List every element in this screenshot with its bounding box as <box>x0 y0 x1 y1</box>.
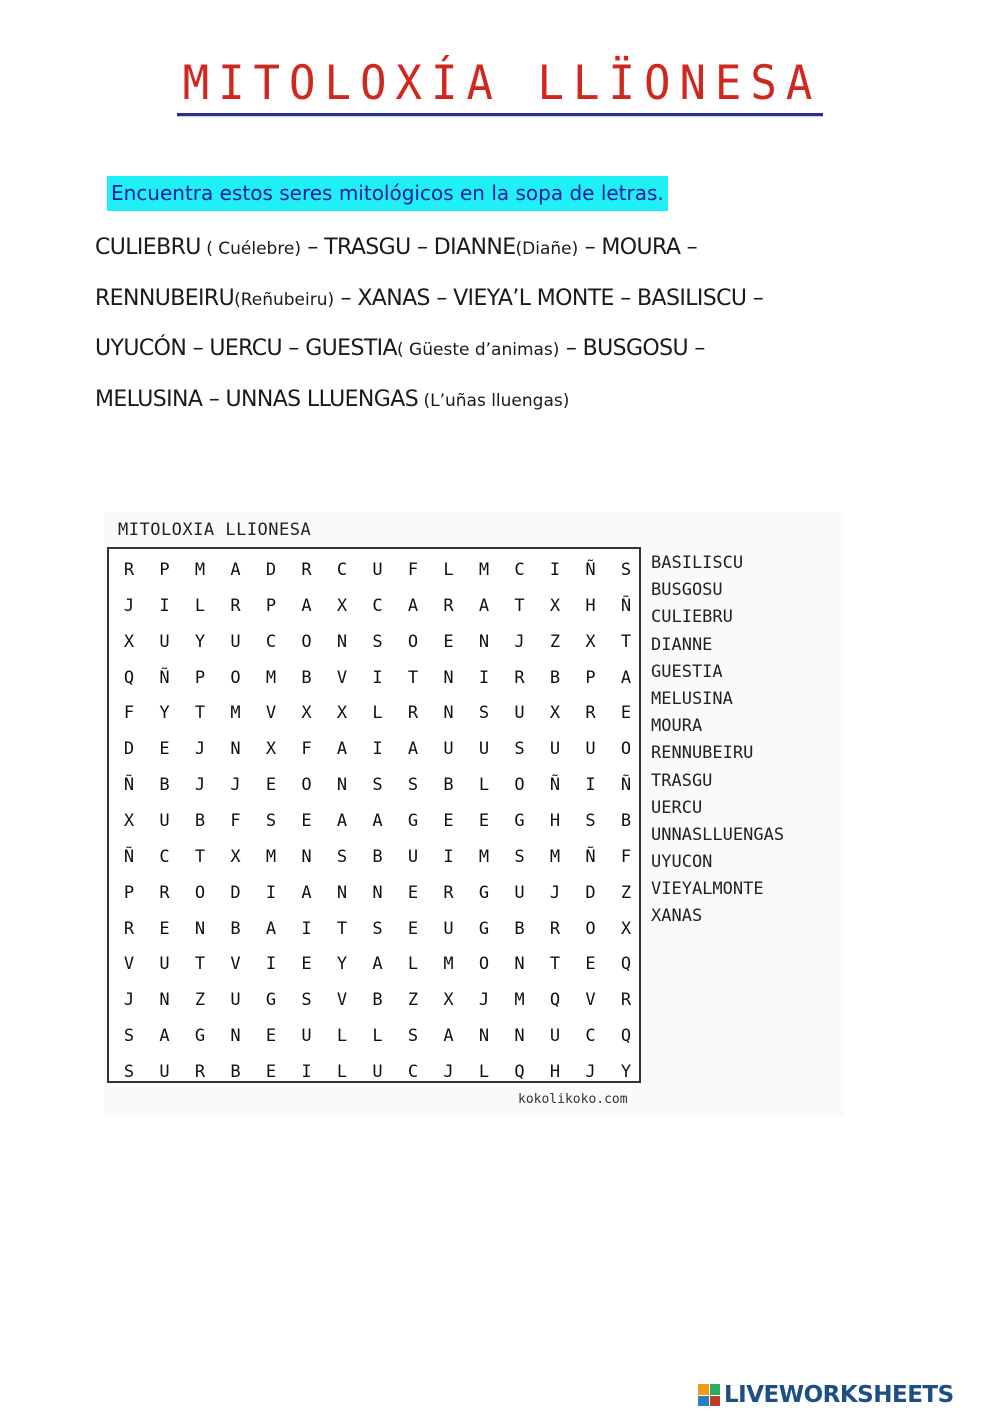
grid-cell[interactable]: Z <box>549 631 561 652</box>
grid-cell[interactable]: U <box>443 918 454 939</box>
grid-cell[interactable]: S <box>123 1026 135 1047</box>
grid-cell[interactable]: X <box>549 703 561 724</box>
puzzle-word: GUESTIA <box>651 661 723 682</box>
grid-cell[interactable]: L <box>336 1061 348 1082</box>
grid-cell[interactable]: A <box>443 1026 454 1047</box>
grid-cell[interactable]: V <box>585 990 596 1011</box>
grid-cell[interactable]: S <box>407 775 419 796</box>
grid-cell[interactable]: S <box>372 775 383 796</box>
grid-cell[interactable]: U <box>230 631 241 652</box>
grid-cell[interactable]: N <box>478 1026 490 1047</box>
grid-cell[interactable]: R <box>443 595 454 616</box>
grid-cell[interactable]: I <box>265 882 277 903</box>
grid-cell[interactable]: U <box>372 1061 383 1082</box>
word-list-line <box>95 329 965 380</box>
grid-cell[interactable]: U <box>230 990 241 1011</box>
grid-cell[interactable]: Ñ <box>585 560 596 580</box>
grid-cell[interactable]: C <box>585 1026 596 1047</box>
grid-cell[interactable]: E <box>407 882 419 903</box>
grid-cell[interactable]: B <box>443 775 454 796</box>
grid-cell[interactable]: B <box>620 810 632 831</box>
grid-cell[interactable]: S <box>372 918 383 939</box>
grid-cell[interactable]: C <box>372 595 383 616</box>
grid-cell[interactable]: M <box>443 954 454 975</box>
grid-cell[interactable]: I <box>301 918 312 939</box>
grid-cell[interactable]: A <box>336 810 348 831</box>
grid-cell[interactable]: N <box>159 990 170 1011</box>
grid-cell[interactable]: A <box>372 810 383 831</box>
grid-cell[interactable]: F <box>620 846 632 867</box>
grid-cell[interactable]: L <box>194 595 206 616</box>
word-list-segment: – BUSGOSU – <box>559 336 705 361</box>
grid-cell[interactable]: I <box>478 667 490 688</box>
grid-cell[interactable]: E <box>265 1026 277 1047</box>
grid-cell[interactable]: C <box>407 1061 419 1082</box>
word-list-paragraph <box>95 228 965 430</box>
grid-cell[interactable]: B <box>230 918 241 939</box>
grid-cell[interactable]: E <box>478 810 490 831</box>
grid-cell[interactable]: U <box>478 739 490 760</box>
grid-cell[interactable]: F <box>301 739 312 760</box>
grid-cell[interactable]: N <box>336 631 348 652</box>
grid-cell[interactable]: B <box>230 1061 241 1082</box>
grid-cell[interactable]: U <box>549 1026 561 1047</box>
grid-cell[interactable]: X <box>620 918 632 939</box>
grid-cell[interactable]: C <box>514 560 525 580</box>
grid-cell[interactable]: J <box>478 990 490 1011</box>
grid-cell[interactable]: E <box>301 954 312 975</box>
grid-cell[interactable]: G <box>407 810 419 831</box>
grid-cell[interactable]: G <box>265 990 277 1011</box>
word-list-segment: CULIEBRU <box>95 235 201 260</box>
grid-cell[interactable]: U <box>159 954 170 975</box>
word-list-segment: RENNUBEIRU <box>95 285 235 311</box>
word-list-segment: (L’uñas lluengas) <box>418 390 570 411</box>
puzzle-word: MELUSINA <box>651 688 733 709</box>
grid-cell[interactable]: U <box>407 846 419 867</box>
grid-cell[interactable]: N <box>230 1026 241 1047</box>
grid-cell[interactable]: G <box>478 918 490 939</box>
puzzle-word: VIEYALMONTE <box>651 879 764 900</box>
grid-cell[interactable]: J <box>194 739 206 760</box>
grid-cell[interactable]: A <box>336 739 348 760</box>
grid-cell[interactable]: T <box>514 595 525 616</box>
grid-cell[interactable]: S <box>514 739 525 760</box>
grid-cell[interactable]: S <box>336 846 348 867</box>
grid-cell[interactable]: M <box>194 560 206 580</box>
grid-cell[interactable]: S <box>301 990 312 1011</box>
grid-cell[interactable]: C <box>159 846 170 867</box>
grid-cell[interactable]: U <box>159 810 170 831</box>
grid-cell[interactable]: P <box>159 560 170 580</box>
puzzle-word: CULIEBRU <box>651 607 733 628</box>
grid-cell[interactable]: A <box>159 1026 170 1047</box>
grid-cell[interactable]: J <box>230 775 241 796</box>
grid-cell[interactable]: Ñ <box>159 667 170 688</box>
grid-cell[interactable]: A <box>265 918 277 939</box>
liveworksheets-logo <box>698 1380 954 1410</box>
grid-cell[interactable]: V <box>265 703 277 724</box>
grid-cell[interactable]: S <box>372 631 383 652</box>
puzzle-title: MITOLOXIA LLIONESA <box>118 520 312 540</box>
grid-cell[interactable]: V <box>336 990 348 1011</box>
grid-cell[interactable]: D <box>123 739 135 760</box>
grid-cell[interactable]: N <box>230 739 241 760</box>
grid-cell[interactable]: T <box>549 954 561 975</box>
grid-cell[interactable]: S <box>265 810 277 831</box>
grid-cell[interactable]: B <box>372 846 383 867</box>
grid-cell[interactable]: O <box>478 954 490 975</box>
puzzle-word-list <box>651 550 784 931</box>
grid-cell[interactable]: R <box>585 703 596 724</box>
grid-cell[interactable]: L <box>372 1026 383 1047</box>
grid-cell[interactable]: T <box>620 631 632 652</box>
grid-cell[interactable]: D <box>265 560 277 580</box>
grid-cell[interactable]: N <box>478 631 490 652</box>
puzzle-word: UERCU <box>651 797 703 818</box>
grid-cell[interactable]: L <box>336 1026 348 1047</box>
grid-cell[interactable]: O <box>301 631 312 652</box>
grid-cell[interactable]: E <box>407 918 419 939</box>
grid-cell[interactable]: O <box>514 775 525 796</box>
grid-cell[interactable]: U <box>301 1026 312 1047</box>
grid-cell[interactable]: M <box>265 846 277 867</box>
word-list-segment: ( Güeste d’animas) <box>397 340 560 360</box>
grid-cell[interactable]: U <box>443 739 454 760</box>
word-list-segment: – TRASGU – DIANNE <box>301 235 516 260</box>
grid-cell[interactable]: A <box>407 595 419 616</box>
word-list-segment: ( Cuélebre) <box>200 239 302 259</box>
grid-cell[interactable]: O <box>407 631 419 652</box>
grid-cell[interactable]: S <box>514 846 525 867</box>
grid-cell[interactable]: O <box>301 775 312 796</box>
grid-cell[interactable]: B <box>194 810 206 831</box>
puzzle-word: DIANNE <box>651 634 713 655</box>
grid-cell[interactable]: R <box>123 560 135 580</box>
grid-cell[interactable]: R <box>443 882 454 903</box>
letter-grid <box>107 547 641 1083</box>
worksheet-title-block <box>0 55 1000 114</box>
grid-cell[interactable]: J <box>194 775 206 796</box>
grid-cell[interactable]: D <box>585 882 596 903</box>
grid-cell[interactable]: N <box>336 775 348 796</box>
grid-cell[interactable]: X <box>336 703 348 724</box>
grid-cell[interactable]: E <box>265 775 277 796</box>
grid-cell[interactable]: Z <box>620 882 632 903</box>
grid-cell[interactable]: L <box>372 703 383 724</box>
grid-cell[interactable]: E <box>585 954 596 975</box>
grid-cell[interactable]: B <box>372 990 383 1011</box>
grid-cell[interactable]: E <box>159 918 170 939</box>
grid-cell[interactable]: X <box>265 739 277 760</box>
grid-cell[interactable]: I <box>372 739 383 760</box>
credit-text: kokolikoko.com <box>518 1092 628 1107</box>
grid-cell[interactable]: S <box>620 560 632 580</box>
grid-cell[interactable]: H <box>585 595 596 616</box>
grid-cell[interactable]: U <box>372 560 383 580</box>
instruction-text: Encuentra estos seres mitológicos en la sopa de letras. <box>107 176 668 211</box>
liveworksheets-logo-icon <box>698 1384 720 1406</box>
grid-cell[interactable]: R <box>123 918 135 939</box>
grid-cell[interactable]: A <box>620 667 632 688</box>
grid-cell[interactable]: Ñ <box>585 846 596 867</box>
grid-cell[interactable]: U <box>159 631 170 652</box>
grid-cell[interactable]: N <box>336 882 348 903</box>
grid-cell[interactable]: I <box>159 595 170 616</box>
grid-cell[interactable]: X <box>301 703 312 724</box>
grid-cell[interactable]: L <box>443 560 454 580</box>
grid-cell[interactable]: I <box>301 1061 312 1082</box>
grid-cell[interactable]: V <box>230 954 241 975</box>
grid-cell[interactable]: F <box>123 703 135 724</box>
grid-cell[interactable]: C <box>336 560 348 580</box>
grid-cell[interactable]: B <box>159 775 170 796</box>
grid-cell[interactable]: A <box>478 595 490 616</box>
grid-cell[interactable]: N <box>443 667 454 688</box>
liveworksheets-logo-text: LIVEWORKSHEETS <box>724 1382 954 1408</box>
grid-cell[interactable]: O <box>230 667 241 688</box>
grid-cell[interactable]: X <box>123 631 135 652</box>
grid-cell[interactable]: E <box>301 810 312 831</box>
puzzle-word: XANAS <box>651 906 703 927</box>
grid-cell[interactable]: Y <box>194 631 206 652</box>
grid-cell[interactable]: C <box>265 631 277 652</box>
grid-cell[interactable]: Y <box>336 954 348 975</box>
grid-cell[interactable]: J <box>549 882 561 903</box>
grid-cell[interactable]: Q <box>620 954 632 975</box>
grid-cell[interactable]: E <box>443 631 454 652</box>
grid-cell[interactable]: B <box>549 667 561 688</box>
puzzle-word: BUSGOSU <box>651 580 723 601</box>
grid-cell[interactable]: X <box>336 595 348 616</box>
grid-cell[interactable]: V <box>336 667 348 688</box>
grid-cell[interactable]: P <box>123 882 135 903</box>
word-list-line <box>95 228 965 279</box>
grid-cell[interactable]: Q <box>514 1061 525 1082</box>
puzzle-word: UYUCON <box>651 852 713 873</box>
word-search-puzzle <box>104 512 844 1116</box>
grid-cell[interactable]: M <box>265 667 277 688</box>
grid-cell[interactable]: U <box>159 1061 170 1082</box>
puzzle-word: TRASGU <box>651 770 713 791</box>
grid-cell[interactable]: Q <box>123 667 135 688</box>
grid-cell[interactable]: H <box>549 810 561 831</box>
grid-cell[interactable]: A <box>301 882 312 903</box>
grid-cell[interactable]: Ñ <box>620 775 632 796</box>
grid-cell[interactable]: U <box>514 882 525 903</box>
grid-cell[interactable]: O <box>194 882 206 903</box>
grid-cell[interactable]: Ñ <box>123 775 135 796</box>
grid-cell[interactable]: P <box>585 667 596 688</box>
grid-cell[interactable]: M <box>478 846 490 867</box>
puzzle-word: MOURA <box>651 716 703 737</box>
grid-cell[interactable]: X <box>230 846 241 867</box>
word-list-line <box>95 380 965 431</box>
grid-cell[interactable]: R <box>620 990 632 1011</box>
grid-cell[interactable]: V <box>123 954 135 975</box>
grid-cell[interactable]: Q <box>549 990 561 1011</box>
grid-cell[interactable]: U <box>514 703 525 724</box>
grid-cell[interactable]: S <box>585 810 596 831</box>
grid-cell[interactable]: L <box>478 1061 490 1082</box>
word-list-segment: (Diañe) <box>515 239 579 259</box>
grid-cell[interactable]: G <box>514 810 525 831</box>
grid-cell[interactable]: R <box>194 1061 206 1082</box>
grid-cell[interactable]: E <box>443 810 454 831</box>
worksheet-title: MITOLOXÍA LLÏONESA <box>177 56 824 116</box>
grid-cell[interactable]: X <box>123 810 135 831</box>
grid-cell[interactable]: Ñ <box>620 595 632 616</box>
grid-cell[interactable]: R <box>230 595 241 616</box>
grid-cell[interactable]: X <box>443 990 454 1011</box>
grid-cell[interactable]: N <box>514 954 525 975</box>
grid-cell[interactable]: T <box>194 954 206 975</box>
puzzle-word: BASILISCU <box>651 553 744 573</box>
grid-cell[interactable]: X <box>585 631 596 652</box>
grid-cell[interactable]: N <box>372 882 383 903</box>
grid-cell[interactable]: Z <box>407 990 419 1011</box>
grid-cell[interactable]: M <box>230 703 241 724</box>
grid-cell[interactable]: N <box>301 846 312 867</box>
grid-cell[interactable]: L <box>407 954 419 975</box>
grid-cell[interactable]: B <box>301 667 312 688</box>
grid-cell[interactable]: A <box>301 595 312 616</box>
grid-cell[interactable]: N <box>443 703 454 724</box>
grid-cell[interactable]: I <box>443 846 454 867</box>
grid-cell[interactable]: T <box>336 918 348 939</box>
grid-cell[interactable]: T <box>194 703 206 724</box>
grid-cell[interactable]: I <box>372 667 383 688</box>
grid-cell[interactable]: R <box>159 882 170 903</box>
grid-cell[interactable]: J <box>443 1061 454 1082</box>
grid-cell[interactable]: P <box>265 595 277 616</box>
grid-cell[interactable]: A <box>230 560 241 580</box>
grid-cell[interactable]: R <box>514 667 525 688</box>
grid-cell[interactable]: Y <box>620 1061 632 1082</box>
grid-cell[interactable]: Z <box>194 990 206 1011</box>
grid-cell[interactable]: I <box>585 775 596 796</box>
grid-cell[interactable]: L <box>478 775 490 796</box>
grid-cell[interactable]: S <box>407 1026 419 1047</box>
grid-cell[interactable]: Q <box>620 1026 632 1047</box>
puzzle-word: UNNASLLUENGAS <box>651 824 785 845</box>
grid-cell[interactable]: P <box>194 667 206 688</box>
grid-cell[interactable]: R <box>301 560 312 580</box>
grid-cell[interactable]: A <box>407 739 419 760</box>
grid-cell[interactable]: M <box>478 560 490 580</box>
grid-cell[interactable]: T <box>194 846 206 867</box>
grid-cell[interactable]: Ñ <box>123 846 135 867</box>
word-list-segment: MELUSINA – UNNAS LLUENGAS <box>95 386 419 412</box>
grid-cell[interactable]: A <box>372 954 383 975</box>
grid-cell[interactable]: R <box>407 703 419 724</box>
word-list-line <box>95 279 965 330</box>
grid-cell[interactable]: J <box>123 595 135 616</box>
grid-cell[interactable]: M <box>549 846 561 867</box>
word-list-segment: – XANAS – VIEYA’L MONTE – BASILISCU – <box>334 285 764 311</box>
grid-cell[interactable]: G <box>194 1026 206 1047</box>
grid-cell[interactable]: O <box>585 918 596 939</box>
grid-cell[interactable]: J <box>585 1061 596 1082</box>
grid-cell[interactable]: G <box>478 882 490 903</box>
puzzle-word: RENNUBEIRU <box>651 743 754 764</box>
grid-cell[interactable]: I <box>549 560 561 580</box>
grid-cell[interactable]: B <box>514 918 525 939</box>
grid-cell[interactable]: S <box>478 703 490 724</box>
grid-cell[interactable]: O <box>620 739 632 760</box>
grid-cell[interactable]: F <box>230 810 241 831</box>
grid-cell[interactable]: I <box>265 954 277 975</box>
grid-cell[interactable]: U <box>585 739 596 760</box>
grid-cell[interactable]: T <box>407 667 419 688</box>
grid-cell[interactable]: U <box>549 739 561 760</box>
grid-cell[interactable]: Ñ <box>549 775 561 796</box>
grid-cell[interactable]: X <box>549 595 561 616</box>
word-list-segment: (Reñubeiru) <box>234 289 335 310</box>
grid-cell[interactable]: E <box>265 1061 277 1082</box>
grid-cell[interactable]: H <box>549 1061 561 1082</box>
grid-cell[interactable]: S <box>123 1061 135 1082</box>
grid-cell[interactable]: J <box>123 990 135 1011</box>
grid-cell[interactable]: R <box>549 918 561 939</box>
grid-cell[interactable]: N <box>514 1026 525 1047</box>
word-list-segment: – MOURA – <box>578 235 698 260</box>
grid-cell[interactable]: D <box>230 882 241 903</box>
grid-cell[interactable]: N <box>194 918 206 939</box>
grid-cell[interactable]: J <box>514 631 525 652</box>
grid-cell[interactable]: E <box>620 703 632 724</box>
grid-cell[interactable]: M <box>514 990 525 1011</box>
grid-cell[interactable]: F <box>407 560 419 580</box>
grid-cell[interactable]: E <box>159 739 170 760</box>
grid-cell[interactable]: Y <box>159 703 170 724</box>
word-list-segment: UYUCÓN – UERCU – GUESTIA <box>95 336 398 361</box>
